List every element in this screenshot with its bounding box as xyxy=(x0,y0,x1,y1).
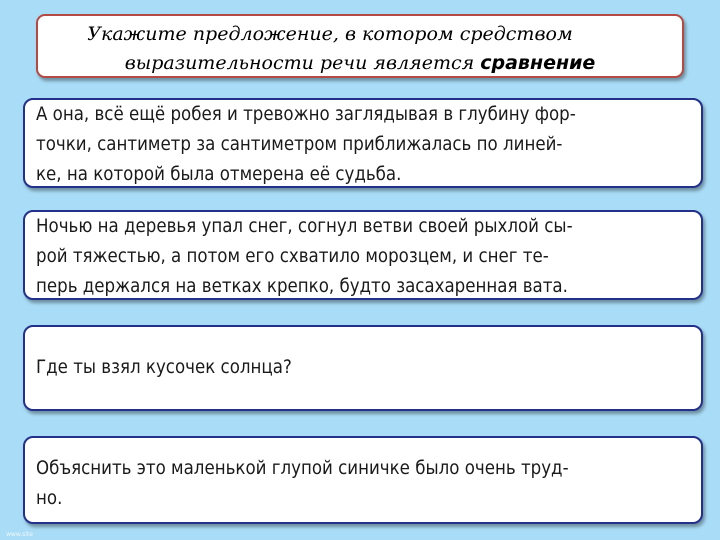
answer-option-3[interactable] xyxy=(23,325,703,411)
question-line-1: Укажите предложение, в котором средством xyxy=(87,23,573,45)
question-prefix: выразительности речи является xyxy=(124,52,481,74)
question-box xyxy=(36,14,684,78)
answer-option-2-text: Ночью на деревья упал снег, согнул ветви своей рыхлой сы- рой тяжестью, а потом его схватило морозцем, и снег те- перь держался на ветках крепко, будто засахаренная вата. xyxy=(36,216,573,297)
watermark: www.site xyxy=(6,531,33,538)
answer-option-2[interactable] xyxy=(23,210,703,300)
answer-option-4[interactable] xyxy=(23,436,703,524)
answer-option-1[interactable] xyxy=(23,98,703,188)
answer-option-4-text: Объяснить это маленькой глупой синичке было очень труд- но. xyxy=(36,458,569,509)
answer-option-1-text: А она, всё ещё робея и тревожно заглядывая в глубину фор- точки, сантиметр за сантиметром приближалась по линей- ке, на которой была отмерена её судьба. xyxy=(36,104,576,185)
answer-option-3-text: Где ты взял кусочек солнца? xyxy=(36,357,292,378)
question-line-2 xyxy=(38,49,682,78)
question-keyword: сравнение xyxy=(480,52,596,74)
